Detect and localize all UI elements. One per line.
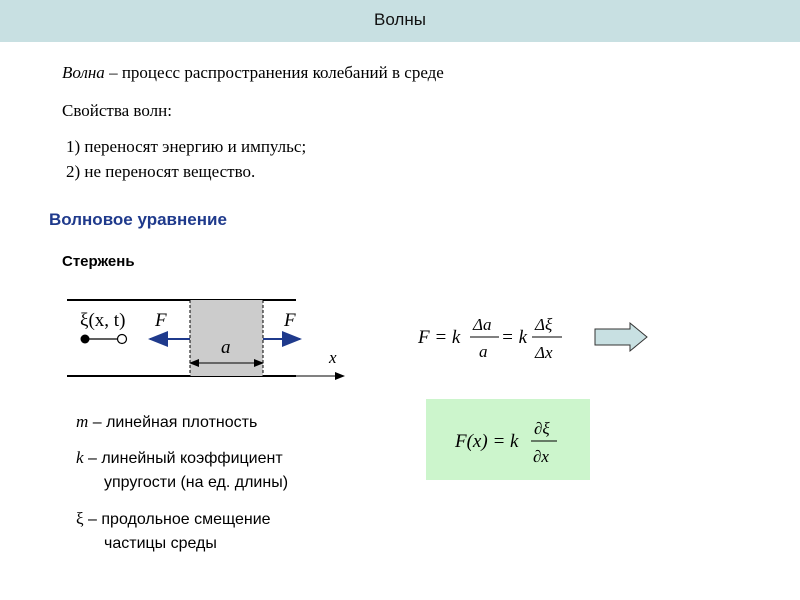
symbol-k: k xyxy=(76,448,84,467)
property-item-2: 2) не переносят вещество. xyxy=(66,162,256,181)
formula1-lhs: F = k xyxy=(418,327,461,348)
axis-x-label: x xyxy=(329,348,337,367)
definition-m-text: – линейная плотность xyxy=(88,414,258,431)
xi-label: ξ(x, t) xyxy=(80,310,126,331)
block-arrow-icon xyxy=(595,323,647,351)
formula2-frac-num: ∂ξ xyxy=(534,419,550,438)
formula2-lhs: F(x) = k xyxy=(455,431,519,452)
formula1-frac2-num: Δξ xyxy=(535,315,553,334)
formula1-frac2-den: Δx xyxy=(535,343,553,362)
definition-term: Волна xyxy=(62,63,105,82)
section-title: Волновое уравнение xyxy=(49,210,227,229)
formula2 xyxy=(426,399,590,480)
slide-title: Волны xyxy=(374,10,426,29)
rest-point xyxy=(81,335,90,344)
definition-k xyxy=(76,446,396,495)
segment-label: a xyxy=(221,337,231,358)
property-item-1: 1) переносят энергию и импульс; xyxy=(66,137,307,156)
formula1-eq2: = k xyxy=(501,327,528,348)
properties-heading: Свойства волн: xyxy=(62,101,172,120)
definition-text: – процесс распространения колебаний в среде xyxy=(104,63,444,82)
definition-xi xyxy=(76,507,396,556)
force-label-right: F xyxy=(284,310,296,331)
force-label-left: F xyxy=(155,310,167,331)
symbol-xi: ξ xyxy=(76,509,84,528)
definition-m xyxy=(76,410,396,435)
formula2-frac-den: ∂x xyxy=(533,447,549,466)
formula1-frac1-num: Δa xyxy=(473,315,492,334)
displaced-point xyxy=(118,335,127,344)
definition-k-line2: упругости (на ед. длины) xyxy=(104,474,289,491)
definition-xi-line1: – продольное смещение xyxy=(83,511,271,528)
rod-heading: Стержень xyxy=(62,253,135,270)
formula1-frac1-den: a xyxy=(479,342,488,361)
definition-k-line1: – линейный коэффициент xyxy=(83,450,283,467)
definition-xi-line2: частицы среды xyxy=(104,535,217,552)
symbol-m: m xyxy=(76,412,89,431)
